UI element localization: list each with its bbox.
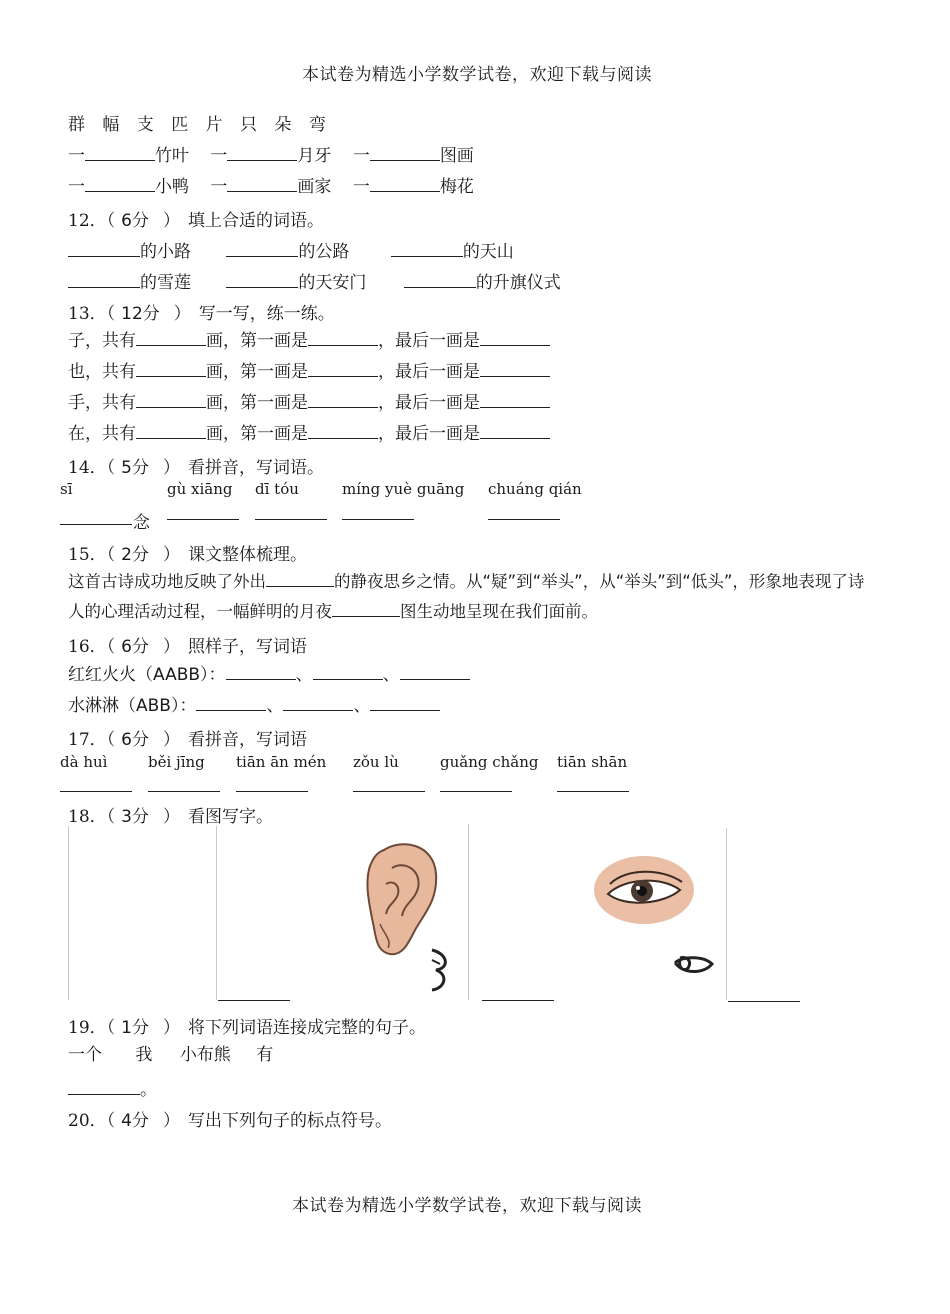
q15-text: 人的心理活动过程，一幅鲜明的月夜 xyxy=(68,602,332,621)
q11-r2-prefix-1: 一 xyxy=(68,177,85,197)
question-number: 19．（ xyxy=(68,1018,116,1038)
q15-heading xyxy=(68,540,307,565)
answer-blank[interactable] xyxy=(480,375,550,377)
q13-row-4 xyxy=(68,419,550,444)
q11-r1-prefix-1: 一 xyxy=(68,146,85,166)
question-title: 写出下列句子的标点符号。 xyxy=(187,1111,392,1131)
ear-icon xyxy=(322,824,468,1000)
answer-blank[interactable] xyxy=(332,615,400,617)
question-number: 14．（ xyxy=(68,458,116,478)
q14-pinyin-2: gù xiāng xyxy=(167,480,233,498)
q17-heading xyxy=(68,725,307,750)
answer-blank[interactable] xyxy=(136,406,206,408)
question-score: 4分 xyxy=(121,1111,149,1131)
answer-blank[interactable] xyxy=(60,524,132,525)
paren-close: ） xyxy=(162,1018,180,1038)
q14-pinyin-3: dī tóu xyxy=(255,480,299,498)
q13-text: 手，共有 xyxy=(68,393,136,413)
q13-text: 也，共有 xyxy=(68,362,136,382)
answer-blank[interactable] xyxy=(482,1000,554,1001)
q15-line-1 xyxy=(68,568,864,592)
answer-blank[interactable] xyxy=(283,709,353,711)
q11-r2-word-1: 小鸭 xyxy=(155,177,189,197)
paren-close: ） xyxy=(162,730,180,750)
answer-blank[interactable] xyxy=(370,190,440,192)
q15-text: 图生动地呈现在我们面前。 xyxy=(400,602,598,621)
q13-text: 画，第一画是 xyxy=(206,393,308,413)
q11-r1-word-1: 竹叶 xyxy=(155,146,189,166)
q13-row-3 xyxy=(68,388,550,413)
paren-close: ） xyxy=(173,304,191,324)
question-title: 课文整体梳理。 xyxy=(187,545,307,565)
q13-text: 子，共有 xyxy=(68,331,136,351)
answer-blank[interactable] xyxy=(440,791,512,792)
answer-blank[interactable] xyxy=(227,190,297,192)
question-title: 看图写字。 xyxy=(187,807,273,827)
answer-blank[interactable] xyxy=(148,791,220,792)
q14-suffix: 念 xyxy=(133,513,150,533)
question-number: 15．（ xyxy=(68,545,116,565)
answer-blank[interactable] xyxy=(480,344,550,346)
q11-row-2 xyxy=(68,172,474,197)
q13-text: 画，第一画是 xyxy=(206,362,308,382)
q16-example: 水淋淋（ABB）： xyxy=(68,696,197,716)
separator: 、 xyxy=(353,696,371,716)
question-score: 12分 xyxy=(121,304,160,324)
question-number: 16．（ xyxy=(68,637,116,657)
answer-blank[interactable] xyxy=(226,678,296,680)
separator: 、 xyxy=(382,665,400,685)
question-title: 将下列词语连接成完整的句子。 xyxy=(187,1018,426,1038)
q17-pinyin-4: zǒu lù xyxy=(353,753,399,771)
q12-r2-text-1: 的雪莲 xyxy=(140,273,191,293)
question-title: 写一写，练一练。 xyxy=(198,304,335,324)
q16-heading xyxy=(68,632,307,657)
question-title: 填上合适的词语。 xyxy=(187,211,324,231)
q11-r2-prefix-2: 一 xyxy=(210,177,228,197)
answer-blank[interactable] xyxy=(68,286,140,288)
separator: 、 xyxy=(295,665,313,685)
answer-blank[interactable] xyxy=(226,286,298,288)
answer-blank[interactable] xyxy=(391,255,463,257)
q14-heading xyxy=(68,453,324,478)
answer-blank[interactable] xyxy=(68,255,140,257)
q13-heading xyxy=(68,299,335,324)
q16-row-2 xyxy=(68,691,440,716)
q12-heading xyxy=(68,206,324,231)
answer-blank[interactable] xyxy=(728,1001,800,1002)
answer-blank[interactable] xyxy=(308,344,378,346)
answer-blank[interactable] xyxy=(313,678,383,680)
answer-blank[interactable] xyxy=(480,406,550,408)
answer-blank[interactable] xyxy=(196,709,266,711)
q11-r2-prefix-3: 一 xyxy=(352,177,370,197)
answer-blank[interactable] xyxy=(342,519,414,520)
paren-close: ） xyxy=(162,211,180,231)
q16-example: 红红火火（AABB）： xyxy=(68,665,226,685)
q13-text: 在，共有 xyxy=(68,424,136,444)
eye-picture xyxy=(580,828,727,1000)
answer-blank[interactable] xyxy=(308,406,378,408)
word-card: 有 xyxy=(256,1045,274,1065)
answer-blank[interactable] xyxy=(308,437,378,439)
answer-blank[interactable] xyxy=(480,437,550,439)
q14-pinyin-4: míng yuè guāng xyxy=(342,480,465,498)
answer-blank[interactable] xyxy=(404,286,476,288)
answer-blank[interactable] xyxy=(60,791,132,792)
q15-text: 的静夜思乡之情。从“疑”到“举头”，从“举头”到“低头”，形象地表现了诗 xyxy=(334,572,865,591)
q20-heading xyxy=(68,1106,392,1131)
answer-blank[interactable] xyxy=(227,159,297,161)
q12-r2-text-3: 的升旗仪式 xyxy=(475,273,561,293)
answer-blank[interactable] xyxy=(85,159,155,161)
answer-blank[interactable] xyxy=(370,709,440,711)
q11-row-1 xyxy=(68,141,474,166)
q11-r2-word-3: 梅花 xyxy=(439,177,474,197)
paren-close: ） xyxy=(162,1111,180,1131)
word-card: 我 xyxy=(135,1045,153,1065)
answer-blank[interactable] xyxy=(85,190,155,192)
q15-line-2 xyxy=(68,598,598,622)
answer-blank[interactable] xyxy=(557,791,629,792)
q17-pinyin-3: tiān ān mén xyxy=(236,753,327,771)
eye-icon xyxy=(580,828,726,1000)
picture-frame-1 xyxy=(68,826,217,1000)
q12-row-2 xyxy=(68,268,561,293)
q17-pinyin-1: dà huì xyxy=(60,753,108,771)
answer-blank[interactable] xyxy=(308,375,378,377)
q13-text: 画，第一画是 xyxy=(206,331,308,351)
q17-pinyin-2: běi jīng xyxy=(148,753,205,771)
question-title: 照样子，写词语 xyxy=(187,637,307,657)
q19-words xyxy=(68,1040,273,1065)
question-number: 12．（ xyxy=(68,211,116,231)
answer-blank[interactable] xyxy=(136,375,206,377)
answer-blank[interactable] xyxy=(167,519,239,520)
question-number: 17．（ xyxy=(68,730,116,750)
separator: 、 xyxy=(266,696,284,716)
q11-r1-prefix-2: 一 xyxy=(210,146,228,166)
q11-r1-word-3: 图画 xyxy=(439,146,474,166)
q13-row-2 xyxy=(68,357,550,382)
q19-heading xyxy=(68,1013,426,1038)
q15-text: 这首古诗成功地反映了外出 xyxy=(68,572,266,591)
question-number: 18．（ xyxy=(68,807,116,827)
question-number: 20．（ xyxy=(68,1111,116,1131)
answer-blank[interactable] xyxy=(400,678,470,680)
question-score: 6分 xyxy=(121,637,149,657)
question-score: 2分 xyxy=(121,545,149,565)
question-score: 3分 xyxy=(121,807,149,827)
q16-row-1 xyxy=(68,660,470,685)
answer-blank[interactable] xyxy=(136,437,206,439)
q19-answer xyxy=(68,1075,157,1100)
q17-pinyin-5: guǎng chǎng xyxy=(440,753,539,771)
question-title: 看拼音，写词语 xyxy=(187,730,307,750)
q13-text: ，最后一画是 xyxy=(378,331,480,351)
q12-row-1 xyxy=(68,237,514,262)
paren-close: ） xyxy=(162,545,180,565)
question-score: 6分 xyxy=(121,211,149,231)
q12-r2-text-2: 的天安门 xyxy=(298,273,367,293)
paren-close: ） xyxy=(162,637,180,657)
q12-r1-text-3: 的天山 xyxy=(462,242,514,262)
q13-text: ，最后一画是 xyxy=(378,362,480,382)
answer-blank[interactable] xyxy=(353,791,425,792)
q12-r1-text-1: 的小路 xyxy=(140,242,191,262)
question-score: 6分 xyxy=(121,730,149,750)
answer-blank[interactable] xyxy=(68,1093,140,1095)
ear-picture xyxy=(322,824,469,1000)
word-card: 一个 xyxy=(68,1045,102,1065)
q17-pinyin-6: tiān shān xyxy=(557,753,628,771)
page-footer: 本试卷为精选小学数学试卷，欢迎下载与阅读 xyxy=(292,1196,642,1216)
q14-pinyin-5: chuáng qián xyxy=(488,480,582,498)
answer-blank[interactable] xyxy=(136,344,206,346)
page-header: 本试卷为精选小学数学试卷，欢迎下载与阅读 xyxy=(302,65,652,85)
answer-blank[interactable] xyxy=(255,519,327,520)
answer-blank[interactable] xyxy=(266,585,334,587)
question-score: 1分 xyxy=(121,1018,149,1038)
paren-close: ） xyxy=(162,458,180,478)
answer-blank[interactable] xyxy=(218,1000,290,1001)
paren-close: ） xyxy=(162,807,180,827)
q13-text: 画，第一画是 xyxy=(206,424,308,444)
q18-heading xyxy=(68,802,273,827)
period: 。 xyxy=(140,1080,157,1100)
answer-blank[interactable] xyxy=(226,255,298,257)
q11-word-list: 群 幅 支 匹 片 只 朵 弯 xyxy=(68,115,332,135)
q11-r1-word-2: 月牙 xyxy=(297,146,332,166)
q14-pinyin-1: sī xyxy=(60,480,73,498)
q11-r2-word-2: 画家 xyxy=(297,177,332,197)
answer-blank[interactable] xyxy=(370,159,440,161)
q12-r1-text-2: 的公路 xyxy=(298,242,350,262)
question-title: 看拼音，写词语。 xyxy=(187,458,324,478)
q13-row-1 xyxy=(68,326,550,351)
word-card: 小布熊 xyxy=(179,1045,231,1065)
q11-r1-prefix-3: 一 xyxy=(352,146,370,166)
question-number: 13．（ xyxy=(68,304,116,324)
answer-blank[interactable] xyxy=(236,791,308,792)
question-score: 5分 xyxy=(121,458,149,478)
q13-text: ，最后一画是 xyxy=(378,393,480,413)
answer-blank[interactable] xyxy=(488,519,560,520)
q13-text: ，最后一画是 xyxy=(378,424,480,444)
